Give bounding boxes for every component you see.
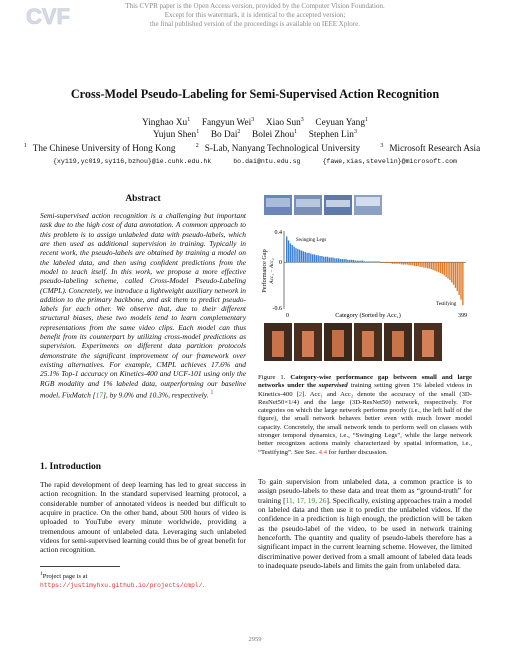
chart-bar: [455, 262, 456, 288]
chart-bar: [332, 258, 333, 263]
y-tick-zero: 0: [279, 260, 282, 267]
paper-title: Cross-Model Pseudo-Labeling for Semi-Supervised Action Recognition: [70, 87, 440, 101]
y-axis-sublabel: Acc₁ − Acc₂: [269, 258, 275, 284]
intro-heading: 1. Introduction: [40, 462, 102, 472]
author: Stephen Lin$^3$: [308, 128, 357, 140]
chart-bar: [338, 258, 339, 262]
affiliation: $^2$ S-Lab, Nanyang Technological University: [195, 142, 361, 153]
chart-bar: [432, 262, 433, 270]
chart-bar: [457, 262, 458, 291]
chart-bar: [310, 254, 311, 263]
intro-text: The rapid development of deep learning has led to great success in action recognition. In the standard supervised learning protocol, a considerable number of annotated videos is needed but difficult to acquire in practice. On the other hand, about 500 hours of video is uploaded to YouTube every minute worldwide, providing a tremendous amount of unlabeled data. Leveraging such unlabeled videos for semi-supervised learning could thus be of great benefit for action recognition.: [40, 480, 246, 555]
chart-bar: [321, 256, 322, 262]
chart-bar: [444, 262, 445, 275]
author-emails: [0, 158, 510, 165]
chart-bar: [410, 262, 411, 265]
chart-bar: [395, 262, 396, 264]
chart-bar: [345, 259, 346, 262]
chart-bar: [423, 262, 424, 267]
author: Fangyun Wei$^3$: [201, 116, 255, 128]
chart-bar: [290, 243, 291, 262]
chart-bar: [319, 256, 320, 262]
cvf-logo-text: CVF: [26, 4, 70, 28]
chart-bar: [403, 262, 404, 264]
banner-line-1: This CVPR paper is the Open Access version, provided by the Computer Vision Foundation.: [125, 2, 385, 10]
chart-bar: [460, 262, 461, 299]
cvf-logo: [24, 4, 80, 28]
chart-bar: [429, 262, 430, 268]
bottom-video-thumbnails: [264, 323, 442, 361]
chart-bar: [343, 259, 344, 262]
affiliation: $^3$ Microsoft Research Asia: [380, 142, 481, 153]
chart-bar: [436, 262, 437, 271]
chart-bar: [366, 261, 367, 262]
chart-bar: [288, 240, 289, 262]
chart-bar: [360, 261, 361, 263]
chart-bar: [394, 262, 395, 264]
chart-bar: [353, 260, 354, 262]
affiliation: $^1$ The Chinese University of Hong Kong: [23, 142, 176, 153]
chart-bar: [364, 261, 365, 262]
annotation-testifying: Testifying: [436, 302, 457, 307]
chart-bar: [325, 257, 326, 262]
footnote-divider: [40, 566, 120, 567]
chart-bar: [451, 262, 452, 282]
page-number: 2959: [248, 636, 262, 643]
chart-bar: [318, 255, 319, 262]
chart-bar: [323, 257, 324, 262]
affiliations: [0, 143, 510, 153]
chart-bar: [379, 261, 380, 262]
section-ref-link[interactable]: 4.4: [318, 448, 327, 456]
email: {fawe,xias,stevelin}@microsoft.com: [322, 158, 458, 165]
chart-bar: [418, 262, 419, 266]
chart-bar: [329, 258, 330, 263]
chart-bar: [399, 262, 400, 264]
chart-bar: [303, 251, 304, 262]
intro-text-right: To gain supervision from unlabeled data, a common practice is to assign pseudo-labels to these data and treat them as “ground-truth” for training [11, 17, 19, 26]. Specifically, existing approaches train a model on labeled data and then use it to predict the unlabeled videos. If the confidence in a prediction is high enough, the prediction will be taken as the pseudo-label of the video, to be used in network training henceforth. The quantity and quality of pseudo-labels therefore has a significant impact in the current learning scheme. However, the limited discriminative power derived from a small amount of labeled data leads to inadequate pseudo-labels and limits the gain from unlabeled data.: [258, 477, 472, 570]
chart-bar: [407, 262, 408, 264]
annotation-swinging-legs: Swinging Legs: [296, 238, 327, 243]
authors-row-1: [0, 118, 510, 129]
email: {xy119,yc019,sy116,bzhou}@ie.cuhk.edu.hk: [52, 158, 212, 165]
video-thumbnail-figure: [362, 331, 374, 357]
abstract-text: Semi-supervised action recognition is a challenging but important task due to the high cost of data annotation. A common approach to this problem is to assign unlabeled data with pseudo-labels, which are then used as additional supervision in training. Typically in recent work, the pseudo-labels are obtained by training a model on the labeled data, and then using confident predictions from the model to teach itself. In this work, we propose a more effective pseudo-labeling scheme, called Cross-Model Pseudo-Labeling (CMPL). Concretely, we introduce a lightweight auxiliary network in addition to the primary backbone, and ask them to predict pseudo-labels for each other. We observe that, due to their different structural biases, these two models tend to learn complementary representations from the same video clips. Each model can thus benefit from its counterpart by utilizing cross-model predictions as supervision. Experiments on different data partition protocols demonstrate the significant improvement of our framework over existing alternatives. For example, CMPL achieves 17.6% and 25.1% Top-1 accuracy on Kinetics-400 and UCF-101 using only the RGB modality and 1% labeled data, outperforming our baseline model, FixMatch [17], by 9.0% and 10.3%, respectively. $^1$: [40, 211, 246, 400]
citation-link[interactable]: 2: [298, 390, 303, 398]
chart-bar: [305, 252, 306, 262]
chart-bar: [425, 262, 426, 267]
chart-bar: [301, 251, 302, 263]
x-tick-end: 399: [458, 313, 467, 319]
banner-line-3: the final published version of the proceedings is available on IEEE Xplore.: [150, 20, 360, 28]
y-tick-bottom: -0.6: [272, 306, 282, 312]
chart-bar: [306, 253, 307, 262]
author: Yujun Shen$^1$: [153, 128, 200, 140]
chart-bar: [445, 262, 446, 277]
chart-bar: [382, 262, 383, 263]
chart-bar: [420, 262, 421, 267]
video-thumbnail-highlight: [356, 197, 380, 206]
chart-bar: [442, 262, 443, 274]
chart-bar: [453, 262, 454, 285]
chart-bar: [405, 262, 406, 264]
chart-bar: [416, 262, 417, 266]
chart-bar: [427, 262, 428, 268]
chart-bar: [299, 250, 300, 262]
chart-bar: [295, 248, 296, 262]
chart-bar: [371, 261, 372, 262]
citation-link[interactable]: 17: [95, 390, 103, 400]
chart-bar: [431, 262, 432, 269]
video-thumbnail-figure: [392, 331, 404, 357]
chart-bar: [331, 258, 332, 263]
chart-bar: [434, 262, 435, 271]
chart-bar: [458, 262, 459, 295]
chart-bar: [421, 262, 422, 267]
chart-bar: [355, 261, 356, 263]
author: Bo Dai$^2$: [210, 128, 241, 140]
figure-1-caption: Figure 1. Category-wise performance gap between small and large networks under the supervised training setting given 1% labeled videos in Kinetics-400 [2]. Acc₁ and Acc₂ denote the accuracy of the small (3D-ResNet50×1/4) and the large (3D-ResNet50) network, respectively. For categories on which the large network performs poorly (i.e., the left half of the figure), the small network behaves better even with much lower model capacity. Concretely, the small network tends to perform well on classes with stronger temporal dynamics, i.e., “Swinging Legs”, while the large network better recognizes actions mainly characterized by spatial information, i.e., “Testifying”. See Sec. 4.4 for further discussion.: [258, 374, 473, 456]
chart-bar: [356, 261, 357, 263]
chart-bar: [386, 262, 387, 263]
video-thumbnail-figure: [332, 330, 344, 357]
chart-bar: [397, 262, 398, 264]
video-thumbnail-highlight: [266, 198, 290, 207]
chart-bar: [375, 261, 376, 262]
chart-bar: [381, 262, 382, 263]
y-axis-label: Performance Gap: [261, 249, 268, 293]
citation-link[interactable]: 11, 17, 19, 26: [285, 495, 327, 505]
chart-bar: [390, 262, 391, 263]
chart-bar: [340, 259, 341, 262]
chart-bar: [349, 260, 350, 262]
chart-bar: [342, 259, 343, 262]
chart-bar: [438, 262, 439, 272]
chart-bar: [388, 262, 389, 263]
chart-bar: [401, 262, 402, 264]
chart-bar: [286, 236, 287, 262]
video-thumbnail-figure: [272, 331, 284, 357]
chart-bar: [369, 261, 370, 262]
chart-bar: [316, 255, 317, 262]
author: Ceyuan Yang$^1$: [315, 116, 368, 128]
x-tick-start: 0: [286, 313, 289, 319]
chart-bar: [462, 262, 463, 305]
email: bo.dai@ntu.edu.sg: [233, 158, 301, 165]
x-axis-label: Category (Sorted by Acc₁): [335, 312, 401, 319]
video-thumbnail-highlight: [296, 199, 320, 207]
chart-bar: [336, 258, 337, 262]
chart-bar: [412, 262, 413, 265]
chart-bar: [449, 262, 450, 280]
chart-bar: [362, 261, 363, 263]
chart-bar: [414, 262, 415, 266]
figure-1: [258, 193, 472, 373]
chart-bar: [334, 258, 335, 262]
author: Yinghao Xu$^1$: [142, 116, 191, 128]
chart-bar: [297, 249, 298, 262]
author: Xiao Sun$^3$: [265, 116, 304, 128]
chart-bar: [440, 262, 441, 273]
author: Bolei Zhou$^1$: [252, 128, 298, 140]
chart-bar: [373, 261, 374, 262]
footnote: $^1$Project page is at https://justimyhxu.github.io/projects/cmpl/.: [40, 571, 205, 589]
chart-bar: [408, 262, 409, 265]
chart-bar: [447, 262, 448, 278]
chart-bar: [347, 260, 348, 262]
footnote-mark[interactable]: 1: [210, 388, 214, 396]
chart-bar: [358, 261, 359, 263]
authors-row-2: [0, 130, 510, 141]
chart-bar: [312, 254, 313, 262]
top-video-thumbnails: [264, 195, 382, 215]
video-thumbnail-figure: [302, 331, 314, 357]
chart-bar: [308, 253, 309, 262]
chart-bar: [293, 247, 294, 263]
video-thumbnail-highlight: [326, 200, 350, 207]
project-page-link[interactable]: https://justimyhxu.github.io/projects/cmpl/: [40, 581, 203, 589]
bar-series: [286, 236, 464, 305]
chart-bar: [384, 262, 385, 263]
chart-bar: [292, 245, 293, 262]
abstract-heading: Abstract: [125, 194, 161, 204]
video-thumbnail-figure: [422, 330, 434, 357]
y-tick-top: 0.4: [274, 230, 282, 236]
chart-bar: [392, 262, 393, 264]
chart-bar: [327, 257, 328, 262]
chart-bar: [351, 260, 352, 262]
banner-line-2: Except for this watermark, it is identical to the accepted version;: [164, 11, 346, 19]
chart-bar: [377, 261, 378, 262]
chart-bar: [368, 261, 369, 262]
chart-bar: [314, 254, 315, 262]
